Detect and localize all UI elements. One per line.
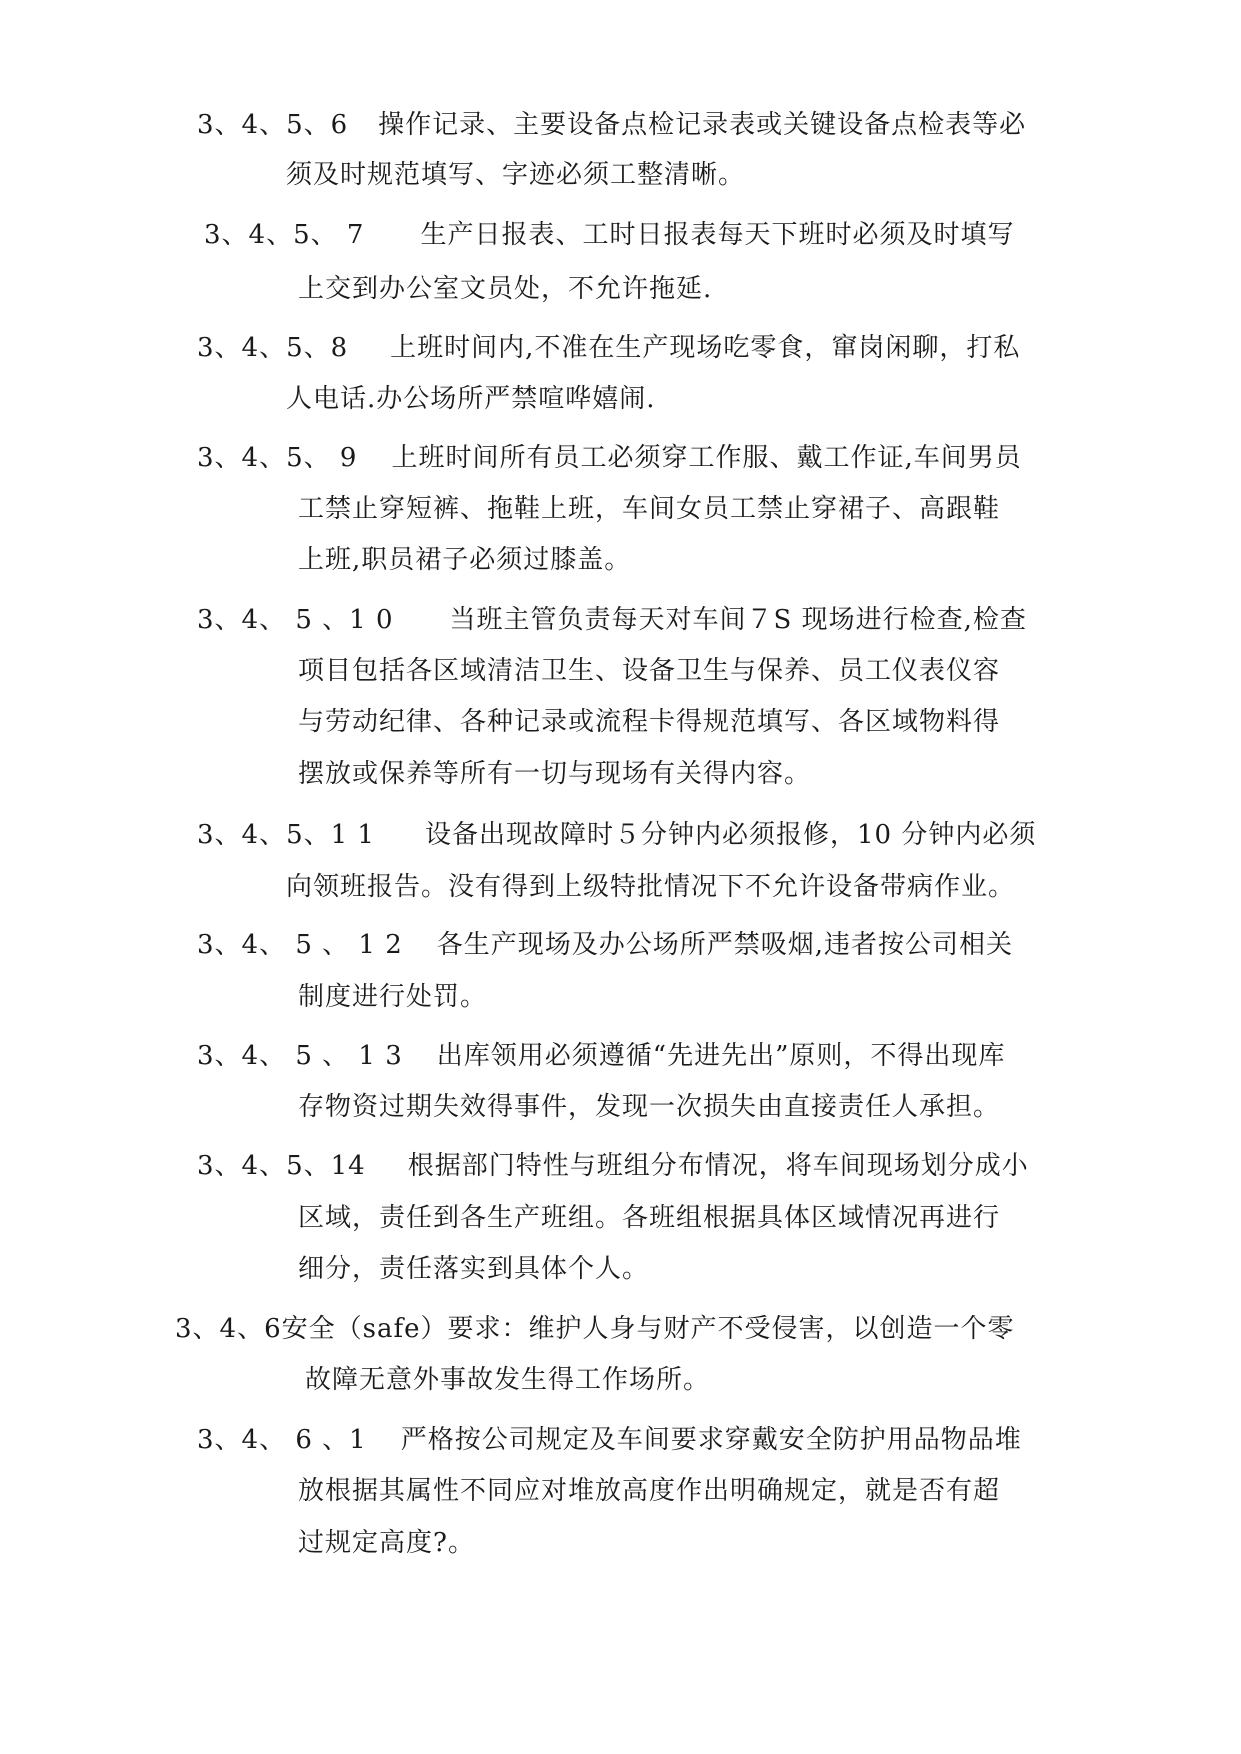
section-number: 3、4、6 [175, 1314, 282, 1344]
item-text: 严格按公司规定及车间要求穿戴安全防护用品物品堆 [400, 1425, 1022, 1455]
item-text: 设备出现故障时５分钟内必须报修，10 分钟内必须 [424, 820, 1037, 850]
item-number: 3、4、 5 、 1 2 [197, 930, 403, 960]
item-number: 3、4、 6 、1 [197, 1425, 367, 1455]
item-1-line-1 [197, 108, 1026, 142]
item-number: 3、4、5、 9 [197, 443, 358, 473]
item-number: 3、4、5、1 1 [197, 820, 375, 850]
item-text: 当班主管负责每天对车间７S 现场进行检查,检查 [449, 605, 1027, 635]
item-text: 上班时间所有员工必须穿工作服、戴工作证,车间男员 [391, 443, 1022, 473]
item-5-line-4: 摆放或保养等所有一切与现场有关得内容。 [298, 759, 812, 789]
item-6-line-1 [197, 818, 1036, 852]
item-text: 出库领用必须遵循“先进先出”原则，不得出现库 [436, 1041, 1006, 1071]
section-text: 安全（safe）要求：维护人身与财产不受侵害，以创造一个零 [281, 1314, 1015, 1344]
item-3-line-1 [197, 331, 1020, 365]
item-1-line-2: 须及时规范填写、字迹必须工整清晰。 [286, 160, 746, 190]
item-number: 3、4、 5 、 1 3 [197, 1041, 403, 1071]
item-9-line-2: 区域，责任到各生产班组。各班组根据具体区域情况再进行 [298, 1203, 1001, 1233]
item-number: 3、4、5、14 [197, 1151, 366, 1181]
item-text: 各生产现场及办公场所严禁吸烟,违者按公司相关 [436, 930, 1014, 960]
section-3-4-6-line-1 [175, 1312, 1015, 1346]
section-3-4-6-line-2: 故障无意外事故发生得工作场所。 [305, 1365, 711, 1395]
item-2-line-1 [204, 218, 1014, 252]
item-5-line-3: 与劳动纪律、各种记录或流程卡得规范填写、各区域物料得 [298, 707, 1001, 737]
item-3-line-2: 人电话.办公场所严禁喧哗嬉闹. [286, 384, 656, 414]
item-5-line-1 [197, 603, 1027, 637]
item-text: 生产日报表、工时日报表每天下班时必须及时填写 [420, 220, 1015, 250]
item-8-line-2: 存物资过期失效得事件，发现一次损失由直接责任人承担。 [298, 1092, 1001, 1122]
item-4-line-1 [197, 441, 1022, 475]
item-4-line-2: 工禁止穿短裤、拖鞋上班，车间女员工禁止穿裙子、高跟鞋 [298, 494, 1001, 524]
item-11-line-3: 过规定高度?。 [298, 1528, 475, 1558]
item-9-line-3: 细分，责任落实到具体个人。 [298, 1254, 650, 1284]
item-number: 3、4、 5 、1 0 [197, 605, 394, 635]
item-2-line-2: 上交到办公室文员处，不允许拖延. [298, 274, 713, 304]
item-11-line-2: 放根据其属性不同应对堆放高度作出明确规定，就是否有超 [298, 1476, 1001, 1506]
item-number: 3、4、5、6 [197, 110, 349, 140]
item-number: 3、4、5、8 [197, 333, 349, 363]
item-7-line-2: 制度进行处罚。 [298, 982, 488, 1012]
item-text: 操作记录、主要设备点检记录表或关键设备点检表等必 [378, 110, 1027, 140]
item-11-line-1 [197, 1423, 1022, 1457]
item-text: 上班时间内,不准在生产现场吃零食，窜岗闲聊，打私 [390, 333, 1021, 363]
item-number: 3、4、5、 7 [204, 220, 365, 250]
item-7-line-1 [197, 928, 1013, 962]
item-4-line-3: 上班,职员裙子必须过膝盖。 [298, 545, 632, 575]
item-5-line-2: 项目包括各区域清洁卫生、设备卫生与保养、员工仪表仪容 [298, 656, 1001, 686]
item-text: 根据部门特性与班组分布情况，将车间现场划分成小 [407, 1151, 1029, 1181]
item-8-line-1 [197, 1039, 1005, 1073]
item-6-line-2: 向领班报告。没有得到上级特批情况下不允许设备带病作业。 [286, 872, 1016, 902]
item-9-line-1 [197, 1149, 1029, 1183]
